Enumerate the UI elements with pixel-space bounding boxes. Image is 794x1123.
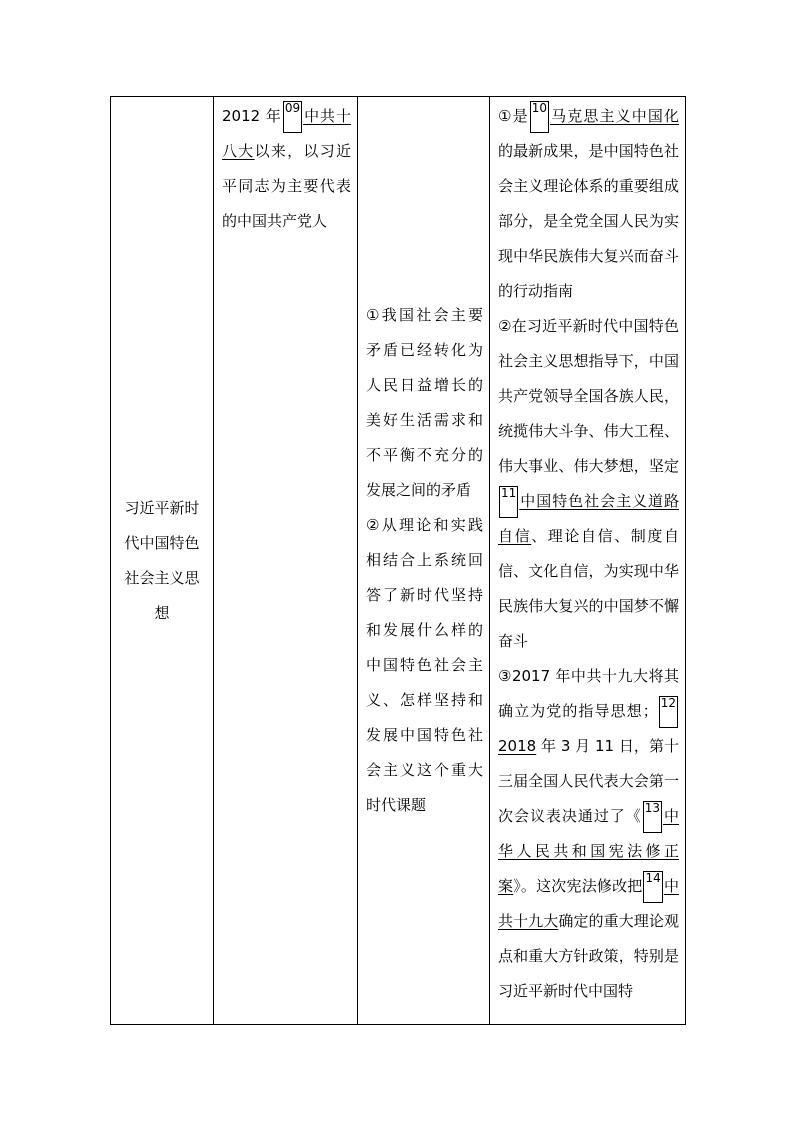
blank-number-box: 12 xyxy=(659,696,678,728)
blank-number-box: 13 xyxy=(643,801,662,833)
content-point-2 xyxy=(498,309,679,659)
summary-table xyxy=(110,96,686,1025)
blank-number-box: 09 xyxy=(283,101,302,133)
blank-number-box: 10 xyxy=(530,101,549,133)
content-p3-text-3: 》。这次宪法修改把 xyxy=(513,877,643,895)
content-cell xyxy=(490,97,686,1025)
content-point-3 xyxy=(498,659,679,1009)
content-p1-answer: 马克思主义中国化 xyxy=(549,107,679,125)
content-p3-text-2: 年 3 月 11 日，第十三届全国人民代表大会第一次会议表决通过了《 xyxy=(498,737,679,825)
blank-number-box: 14 xyxy=(643,871,662,903)
main-topic-text xyxy=(358,298,489,823)
content-p3-answer-2: 中华人民共和国宪法修正案 xyxy=(498,807,679,895)
founder-suffix: 以来，以习近平同志为主要代表的中国共产党人 xyxy=(222,142,351,230)
content-p1-prefix: ①是 xyxy=(498,107,529,125)
founder-answer: 中共十八大 xyxy=(222,107,351,160)
content-p3-answer-1: 2018 xyxy=(498,737,537,755)
subject-text: 习近平新时代中国特色社会主义思想 xyxy=(124,498,200,622)
content-p3-text: ③2017 年中共十九大将其确立为党的指导思想； xyxy=(498,667,679,720)
content-p3-answer-3: 中共十九大 xyxy=(498,877,679,930)
content-point-1 xyxy=(498,99,679,309)
topic-point-2: ②从理论和实践相结合上系统回答了新时代坚持和发展什么样的中国特色社会主义、怎样坚持和发展中国特色社会主义这个重大时代课题 xyxy=(366,516,483,814)
main-topic-cell xyxy=(358,97,490,1025)
content-p2-prefix: ②在习近平新时代中国特色社会主义思想指导下，中国共产党领导全国各族人民，统揽伟大斗争、伟大工程、伟大事业、伟大梦想，坚定 xyxy=(498,317,679,475)
subject-cell xyxy=(111,97,214,1025)
blank-number-box: 11 xyxy=(499,486,518,518)
content-p2-suffix: 、理论自信、制度自信、文化自信，为实现中华民族伟大复兴的中国梦不懈奋斗 xyxy=(498,527,679,650)
content-text xyxy=(490,97,685,1009)
content-p1-suffix: 的最新成果，是中国特色社会主义理论体系的重要组成部分，是全党全国人民为实现中华民族伟大复兴而奋斗的行动指南 xyxy=(498,142,679,300)
topic-point-1: ①我国社会主要矛盾已经转化为人民日益增长的美好生活需求和不平衡不充分的发展之间的矛盾 xyxy=(366,306,483,499)
founder-text xyxy=(214,97,357,239)
founder-cell xyxy=(214,97,358,1025)
content-p3-text-4: 确定的重大理论观点和重大方针政策，特别是习近平新时代中国特 xyxy=(498,912,679,1000)
table-row xyxy=(111,97,686,1025)
content-p2-answer: 中国特色社会主义道路自信 xyxy=(498,492,679,545)
founder-prefix: 2012 年 xyxy=(222,107,282,125)
